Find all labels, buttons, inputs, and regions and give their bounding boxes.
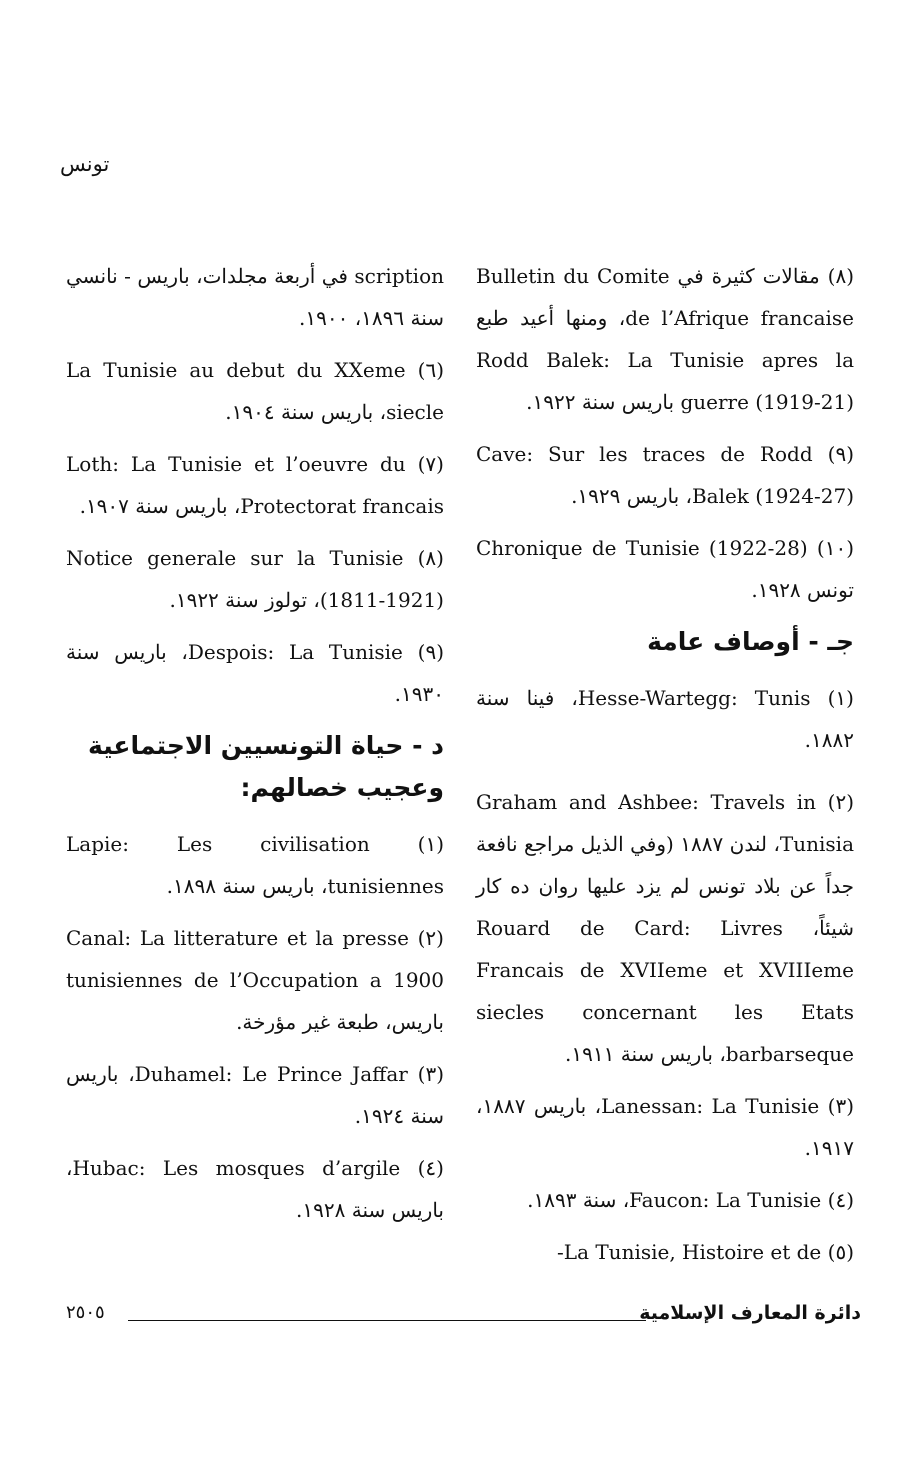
list-item: (٥) La Tunisie, Histoire et de- xyxy=(557,1240,854,1264)
page-footer xyxy=(66,1302,861,1332)
list-item: (٧) Loth: La Tunisie et l’oeuvre du Protectorat francais، باريس سنة ١٩٠٧. xyxy=(66,452,444,518)
list-item: (١) Hesse-Wartegg: Tunis، فينا سنة ١٨٨٢. xyxy=(476,686,854,752)
list-item: (٣) Lanessan: La Tunisie، باريس ١٨٨٧، ١٩١٧. xyxy=(476,1094,854,1160)
running-head: تونس xyxy=(60,152,110,176)
left-column xyxy=(66,255,444,1241)
list-item: (١٠) Chronique de Tunisie (1922-28) تونس ١٩٢٨. xyxy=(476,536,854,602)
list-item: (١) Lapie: Les civilisation tunisiennes، باريس سنة ١٨٩٨. xyxy=(66,832,444,898)
list-item: (٩) Cave: Sur les traces de Rodd Balek (1924-27)، باريس ١٩٢٩. xyxy=(476,442,854,508)
list-item: (٢) Canal: La litterature et la presse tunisiennes de l’Occupation a 1900 باريس، طبعة غير مؤرخة. xyxy=(66,926,444,1034)
page-number: ٢٥٠٥ xyxy=(66,1302,105,1323)
list-item: (٨) مقالات كثيرة في Bulletin du Comite de l’Afrique francaise، ومنها أعيد طبع Rodd Balek: La Tunisie apres la guerre (1919-21) باريس سنة ١٩٢٢. xyxy=(476,264,855,414)
list-item: (٨) Notice generale sur la Tunisie (1811-1921)، تولوز سنة ١٩٢٢. xyxy=(66,546,444,612)
right-column xyxy=(476,255,854,1283)
footer-title: دائرة المعارف الإسلامية xyxy=(639,1302,861,1324)
list-item: (٦) La Tunisie au debut du XXeme siecle، باريس سنة ١٩٠٤. xyxy=(66,358,444,424)
list-item: (٣) Duhamel: Le Prince Jaffar، باريس سنة ١٩٢٤. xyxy=(66,1062,445,1128)
section-heading: جـ - أوصاف عامة xyxy=(647,627,854,656)
list-item: (٩) Despois: La Tunisie، باريس سنة ١٩٣٠. xyxy=(66,640,444,706)
list-item: (٤) Faucon: La Tunisie، سنة ١٨٩٣. xyxy=(527,1188,854,1212)
footer-rule xyxy=(128,1320,646,1321)
list-item: (٤) Hubac: Les mosques d’argile، باريس سنة ١٩٢٨. xyxy=(66,1156,444,1222)
list-item: (٢) Graham and Ashbee: Travels in Tunisia، لندن ١٨٨٧ (وفي الذيل مراجع نافعة جداً عن بلاد تونس لم يزد عليها روان ده كار شيئاً، Rouard de Card: Livres Francais de XVIIeme et XVIIIeme siecles concernant les Etats barbarseque، باريس سنة ١٩١١. xyxy=(476,790,854,1066)
list-item: scription في أربعة مجلدات، باريس - نانسي سنة ١٨٩٦، ١٩٠٠. xyxy=(66,264,444,330)
section-heading: د - حياة التونسيين الاجتماعية وعجيب خصالهم: xyxy=(88,731,444,802)
